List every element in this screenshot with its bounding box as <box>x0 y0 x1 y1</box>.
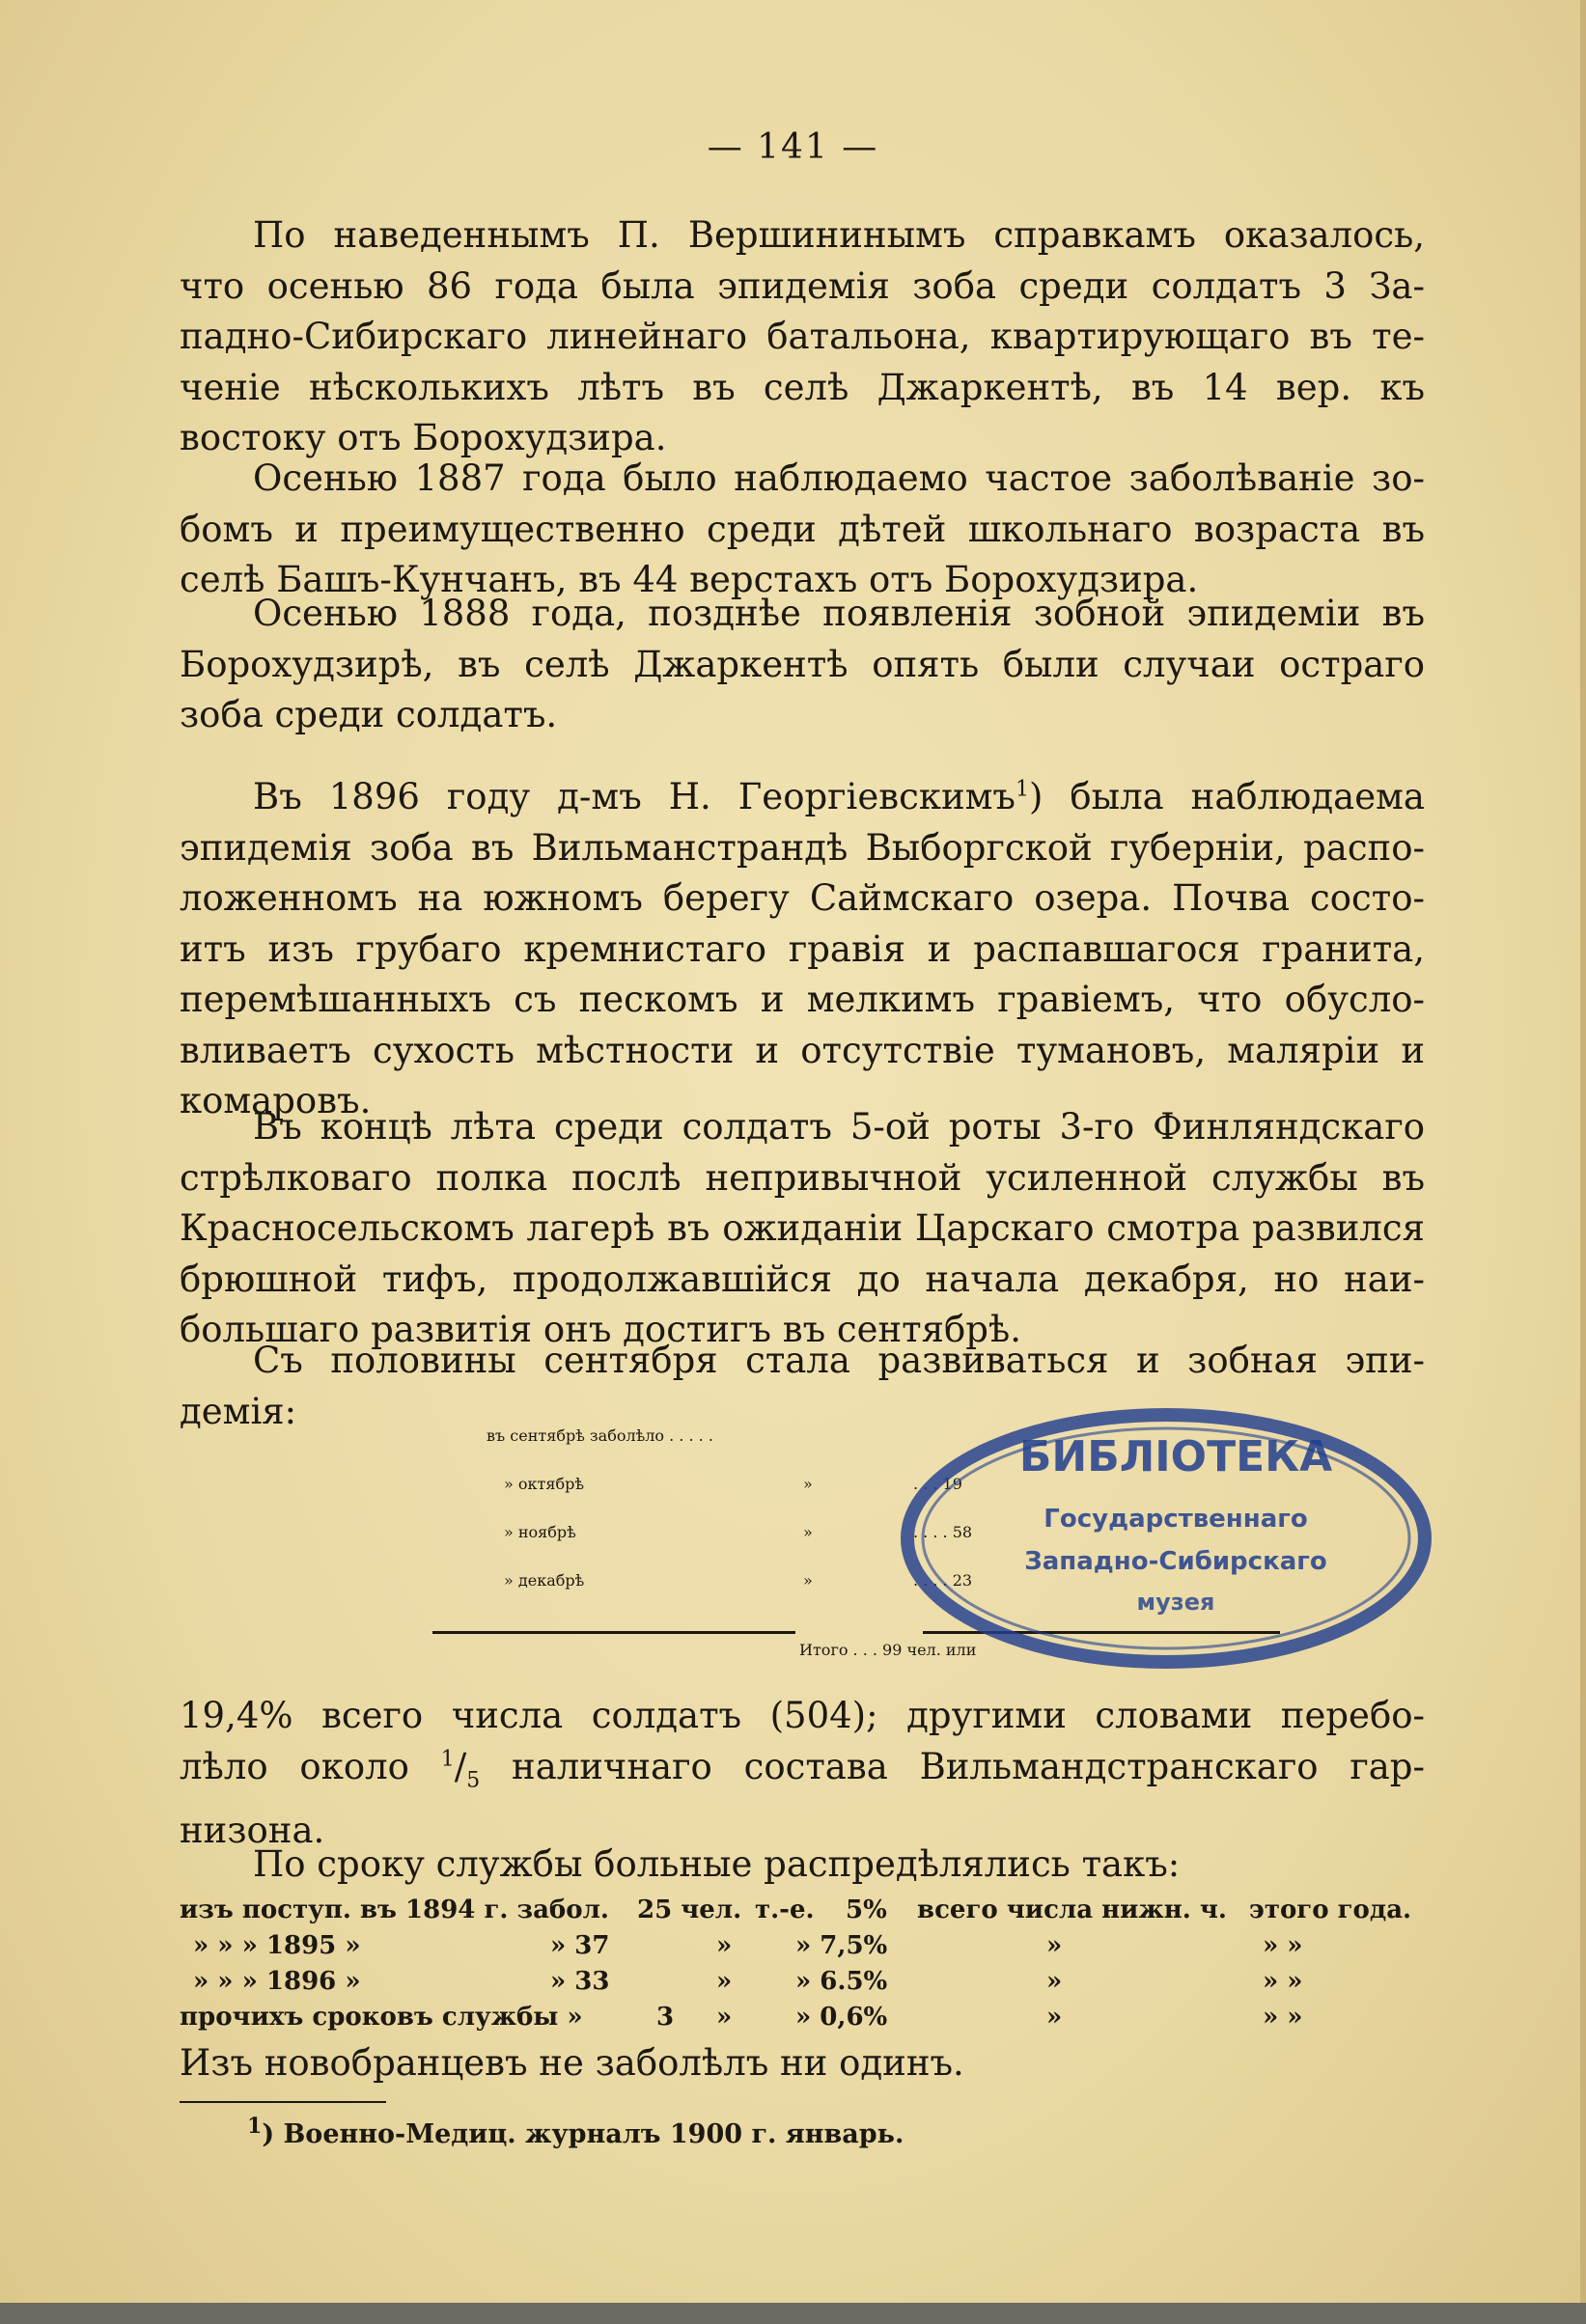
service-term-table <box>180 1895 1425 2040</box>
cell: » » <box>1263 2003 1303 2032</box>
paragraph-5 <box>180 1102 1425 1356</box>
row-label: въ сентябрѣ заболѣло <box>487 1426 665 1445</box>
ditto-mark: » <box>803 1475 813 1493</box>
text-line: Съ половины сентября стала развиваться и зобная эпи- <box>253 1340 1425 1381</box>
row-value: . . . . 58 <box>913 1523 973 1541</box>
paragraph-4 <box>180 772 1425 1127</box>
text-line: Осенью 1887 года было наблюдаемо частое заболѣваніе зо- <box>253 457 1425 499</box>
cell: » » <box>1263 1967 1303 1996</box>
text-line: ложенномъ на южномъ берегу Саймскаго озера. Почва состо- <box>180 877 1425 919</box>
scan-border <box>0 2303 1586 2324</box>
text-line: стрѣлковаго полка послѣ непривычной усиленной службы въ <box>180 1156 1425 1199</box>
text-line: большаго развитія онъ достигъ въ сентябрѣ. <box>180 1309 1021 1350</box>
text-line: эпидемія зоба въ Вильманстрандѣ Выборгской губерніи, распо- <box>180 826 1425 869</box>
text-line: брюшной тифъ, продолжавшійся до начала декабря, но наи- <box>180 1258 1425 1300</box>
row-label: » октябрѣ <box>504 1475 584 1493</box>
ditto-mark: » <box>803 1523 813 1541</box>
text-fragment: Въ 1896 году д-мъ Н. Георгіевскимъ <box>253 776 1016 817</box>
fraction-denominator: 5 <box>466 1767 481 1792</box>
cell: этого года. <box>1249 1895 1412 1924</box>
text-line: бомъ и преимущественно среди дѣтей школьнаго возраста въ <box>180 508 1425 550</box>
total-rule <box>432 1631 795 1634</box>
cell: » 33 <box>550 1967 610 1996</box>
ditto-mark: » <box>803 1571 813 1590</box>
stamp-text: музея <box>1136 1589 1215 1616</box>
text-line <box>180 772 1425 823</box>
text-line: селѣ Башъ-Кунчанъ, въ 44 верстахъ отъ Борохудзира. <box>180 559 1199 600</box>
cell: » » » 1896 » <box>193 1967 361 1996</box>
text-line: По наведеннымъ П. Вершининымъ справкамъ оказалось, <box>253 214 1425 256</box>
footnote-rule <box>180 2101 386 2103</box>
page-number: — 141 — <box>707 127 879 167</box>
cell: » » » 1895 » <box>193 1931 361 1960</box>
text-line: демія: <box>180 1390 297 1432</box>
paragraph-1 <box>180 210 1425 464</box>
total-row: Итого . . . 99 чел. или <box>799 1641 977 1659</box>
cell: 3 <box>656 2003 675 2032</box>
stamp-text: БИБЛІОТЕКА <box>1018 1432 1333 1481</box>
text-line: что осенью 86 года была эпидемія зоба среди солдатъ 3 За- <box>180 264 1425 307</box>
text-line: падно-Сибирскаго линейнаго батальона, квартирующаго въ те- <box>180 316 1425 357</box>
cell: » <box>716 1931 733 1960</box>
table-row <box>504 1475 584 1523</box>
library-stamp <box>886 1397 1446 1679</box>
fraction-numerator: 1 <box>440 1747 455 1772</box>
text-line: По сроку службы больные распредѣлялись такъ: <box>253 1843 1181 1885</box>
text-fragment: ) была наблюдаема <box>1028 776 1425 817</box>
page-edge <box>1580 0 1586 2303</box>
paragraph-7 <box>180 1691 1425 1857</box>
table-row <box>180 1931 1425 1966</box>
cell: » » <box>1263 1931 1303 1960</box>
cell: 25 чел. <box>637 1895 742 1924</box>
cell: всего числа нижн. ч. <box>917 1895 1227 1924</box>
cell: » <box>716 2003 733 2032</box>
table-row <box>487 1426 713 1475</box>
table-row <box>504 1523 576 1571</box>
stamp-text: Государственнаго <box>1043 1505 1308 1534</box>
table-row <box>180 2003 1425 2037</box>
cell: » 6.5% <box>795 1967 888 1996</box>
row-label: » декабрѣ <box>504 1571 585 1590</box>
cell: » 37 <box>550 1931 610 1960</box>
text-line: востоку отъ Борохудзира. <box>180 417 667 458</box>
cell: » <box>1046 1967 1063 1996</box>
paragraph-3 <box>180 589 1425 741</box>
cell: » <box>1046 1931 1063 1960</box>
cell: » 0,6% <box>795 2003 888 2032</box>
leader-dots: . . . . . <box>664 1426 713 1445</box>
table-row <box>180 1895 1425 1930</box>
table-row <box>504 1571 584 1619</box>
text-line: перемѣшанныхъ съ пескомъ и мелкимъ гравіемъ, что обусло- <box>180 979 1425 1020</box>
row-value: . . . 19 <box>913 1475 962 1493</box>
footnote-mark: 1 <box>1015 777 1029 802</box>
text-line: 19,4% всего числа солдатъ (504); другими словами перебо- <box>180 1695 1425 1736</box>
text-line: комаровъ. <box>180 1080 372 1121</box>
text-fragment: лѣло около <box>180 1745 409 1787</box>
text-line: низона. <box>180 1810 325 1852</box>
text-line: Красносельскомъ лагерѣ въ ожиданіи Царскаго смотра развился <box>180 1207 1425 1249</box>
cell: 5% <box>846 1895 887 1924</box>
text-line: Въ концѣ лѣта среди солдатъ 5-ой роты 3-го Финляндскаго <box>253 1106 1425 1148</box>
row-value: . . . . 23 <box>913 1571 973 1590</box>
cell: » <box>716 1967 733 1996</box>
paragraph-2 <box>180 454 1425 606</box>
text-line: ченіе нѣсколькихъ лѣтъ въ селѣ Джаркентѣ, въ 14 вер. къ <box>180 366 1425 408</box>
text-line: вливаетъ сухость мѣстности и отсутствіе тумановъ, маляріи и <box>180 1029 1425 1071</box>
text-line: Изъ новобранцевъ не заболѣлъ ни одинъ. <box>180 2042 964 2084</box>
text-line: Осенью 1888 года, позднѣе появленія зобной эпидеміи въ <box>253 593 1425 634</box>
footnote-text: ) Военно-Медиц. журналъ 1900 г. январь. <box>262 2119 904 2149</box>
footnote <box>247 2114 904 2149</box>
stamp-text: Западно-Сибирскаго <box>1024 1547 1327 1576</box>
row-label: » ноябрѣ <box>504 1523 576 1541</box>
cell: прочихъ сроковъ службы » <box>180 2003 583 2032</box>
text-line: лѣло около $^1/_5$ наличнаго состава Вильмандстранскаго гар- <box>180 1745 1425 1792</box>
cell: » 7,5% <box>795 1931 888 1960</box>
text-line: Борохудзирѣ, въ селѣ Джаркентѣ опять были случаи остраго <box>180 643 1425 685</box>
cell: т.-е. <box>755 1895 815 1924</box>
table-row <box>180 1967 1425 2002</box>
footnote-mark: 1 <box>247 2114 263 2139</box>
text-line: итъ изъ грубаго кремнистаго гравія и распавшагося гранита, <box>180 927 1425 970</box>
paragraph-8 <box>180 1840 1425 1891</box>
cell: изъ поступ. въ 1894 г. забол. <box>180 1895 609 1924</box>
text-fragment: наличнаго состава Вильмандстранскаго гар- <box>512 1745 1425 1787</box>
text-line: зоба среди солдатъ. <box>180 694 558 735</box>
cell: » <box>1046 2003 1063 2032</box>
paragraph-9 <box>180 2038 1425 2089</box>
